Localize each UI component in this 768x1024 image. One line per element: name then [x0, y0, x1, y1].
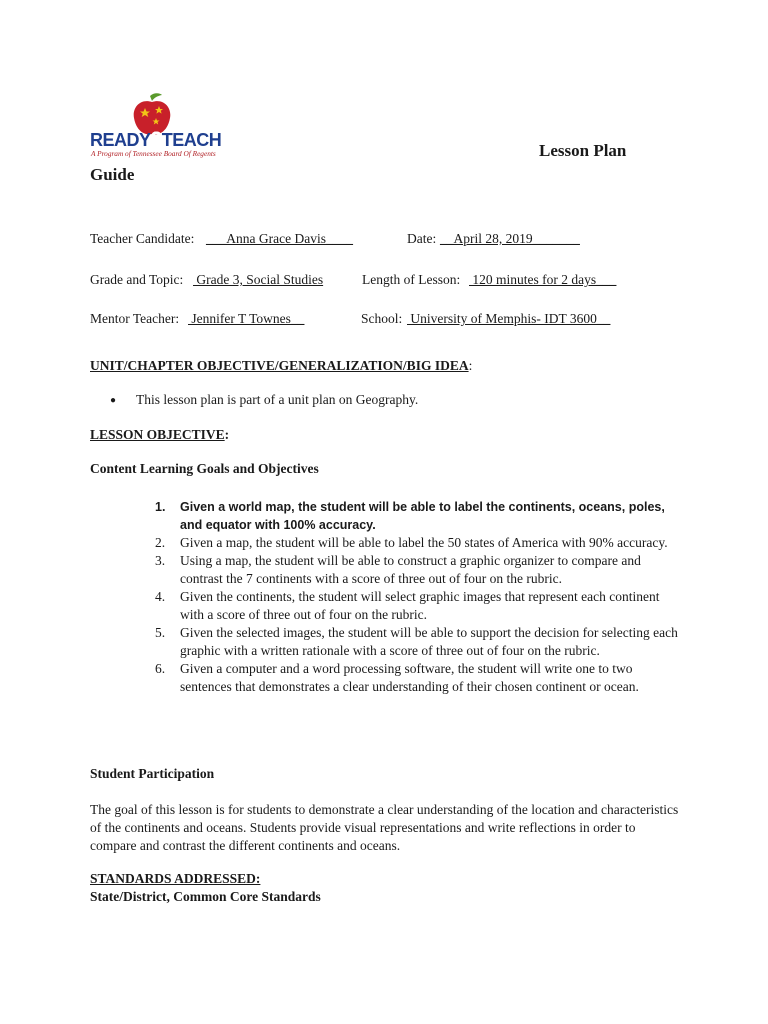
- school-label: School:: [361, 311, 403, 326]
- date-label: Date:: [407, 231, 437, 246]
- list-item: [155, 552, 680, 588]
- lesson-length-label: Length of Lesson:: [362, 272, 461, 287]
- grade-topic-label: Grade and Topic:: [90, 272, 184, 287]
- page-title-line1: Lesson Plan: [539, 141, 627, 160]
- teacher-candidate-value: ___Anna Grace Davis____: [206, 231, 353, 246]
- ready2teach-logo: [90, 92, 232, 162]
- content-goals-subheading: Content Learning Goals and Objectives: [90, 461, 319, 476]
- standards-subheading: State/District, Common Core Standards: [90, 889, 321, 904]
- list-item-number: 1.: [155, 500, 166, 514]
- unit-bullet-item: [110, 392, 418, 408]
- standards-heading: STANDARDS ADDRESSED:: [90, 871, 261, 886]
- lesson-length-value: 120 minutes for 2 days___: [469, 272, 617, 287]
- unit-bullet-text: This lesson plan is part of a unit plan on Geography.: [136, 392, 419, 407]
- logo-word-ready: READY: [90, 130, 151, 150]
- list-item-text: Given the continents, the student will select graphic images that represent each continent with a score of three out of four on the rubric.: [180, 589, 660, 622]
- teacher-candidate-label: Teacher Candidate:: [90, 231, 195, 246]
- student-participation-heading: Student Participation: [90, 766, 215, 781]
- unit-objective-heading: [90, 358, 472, 374]
- mentor-teacher-value: Jennifer T Townes__: [188, 311, 305, 326]
- lesson-objective-colon: :: [224, 427, 230, 442]
- logo-tagline: A Program of Tennessee Board Of Regents: [91, 149, 216, 158]
- logo-digit: 2: [150, 128, 162, 151]
- list-item-number: 3.: [155, 553, 166, 568]
- list-item: [155, 588, 680, 624]
- unit-objective-colon: :: [468, 358, 473, 373]
- list-item: [155, 624, 680, 660]
- page-title-line2: Guide: [90, 165, 135, 184]
- list-item-number: 5.: [155, 625, 166, 640]
- list-item-number: 2.: [155, 535, 166, 550]
- lesson-objective-heading-text: LESSON OBJECTIVE: [90, 427, 225, 442]
- school-value: University of Memphis- IDT 3600__: [407, 311, 611, 326]
- list-item: [155, 660, 680, 696]
- date-value: __April 28, 2019_______: [440, 231, 580, 246]
- list-item-number: 6.: [155, 661, 166, 676]
- participation-text: The goal of this lesson is for students to demonstrate a clear understanding of the location and characteristics of the continents and oceans. Students provide visual representations and write reflections in order to compare and contrast the different continents and oceans.: [90, 802, 679, 853]
- participation-paragraph: [90, 801, 680, 855]
- list-item-text: Given a world map, the student will be able to label the continents, oceans, poles, and equator with 100% accuracy.: [180, 500, 665, 532]
- list-item-text: Given a computer and a word processing software, the student will write one to two sentences that demonstrates a clear understanding of their chosen continent or ocean.: [180, 661, 639, 694]
- list-item-text: Given the selected images, the student will be able to support the decision for selecting each graphic with a written rationale with a score of three out of four on the rubric.: [180, 625, 678, 658]
- bullet-icon: ●: [110, 395, 117, 406]
- unit-objective-heading-text: UNIT/CHAPTER OBJECTIVE/GENERALIZATION/BIG IDEA: [90, 358, 469, 373]
- mentor-teacher-label: Mentor Teacher:: [90, 311, 180, 326]
- lesson-objective-heading: [90, 427, 229, 443]
- list-item-text: Using a map, the student will be able to construct a graphic organizer to compare and contrast the 7 continents with a score of three out of four on the rubric.: [180, 553, 641, 586]
- grade-topic-value: Grade 3, Social Studies: [193, 272, 324, 287]
- list-item-number: 4.: [155, 589, 166, 604]
- list-item: [155, 498, 680, 534]
- logo-word-teach: TEACH: [161, 130, 222, 150]
- list-item-text: Given a map, the student will be able to label the 50 states of America with 90% accuracy.: [180, 535, 668, 550]
- objectives-list: [155, 498, 680, 696]
- list-item: [155, 534, 680, 552]
